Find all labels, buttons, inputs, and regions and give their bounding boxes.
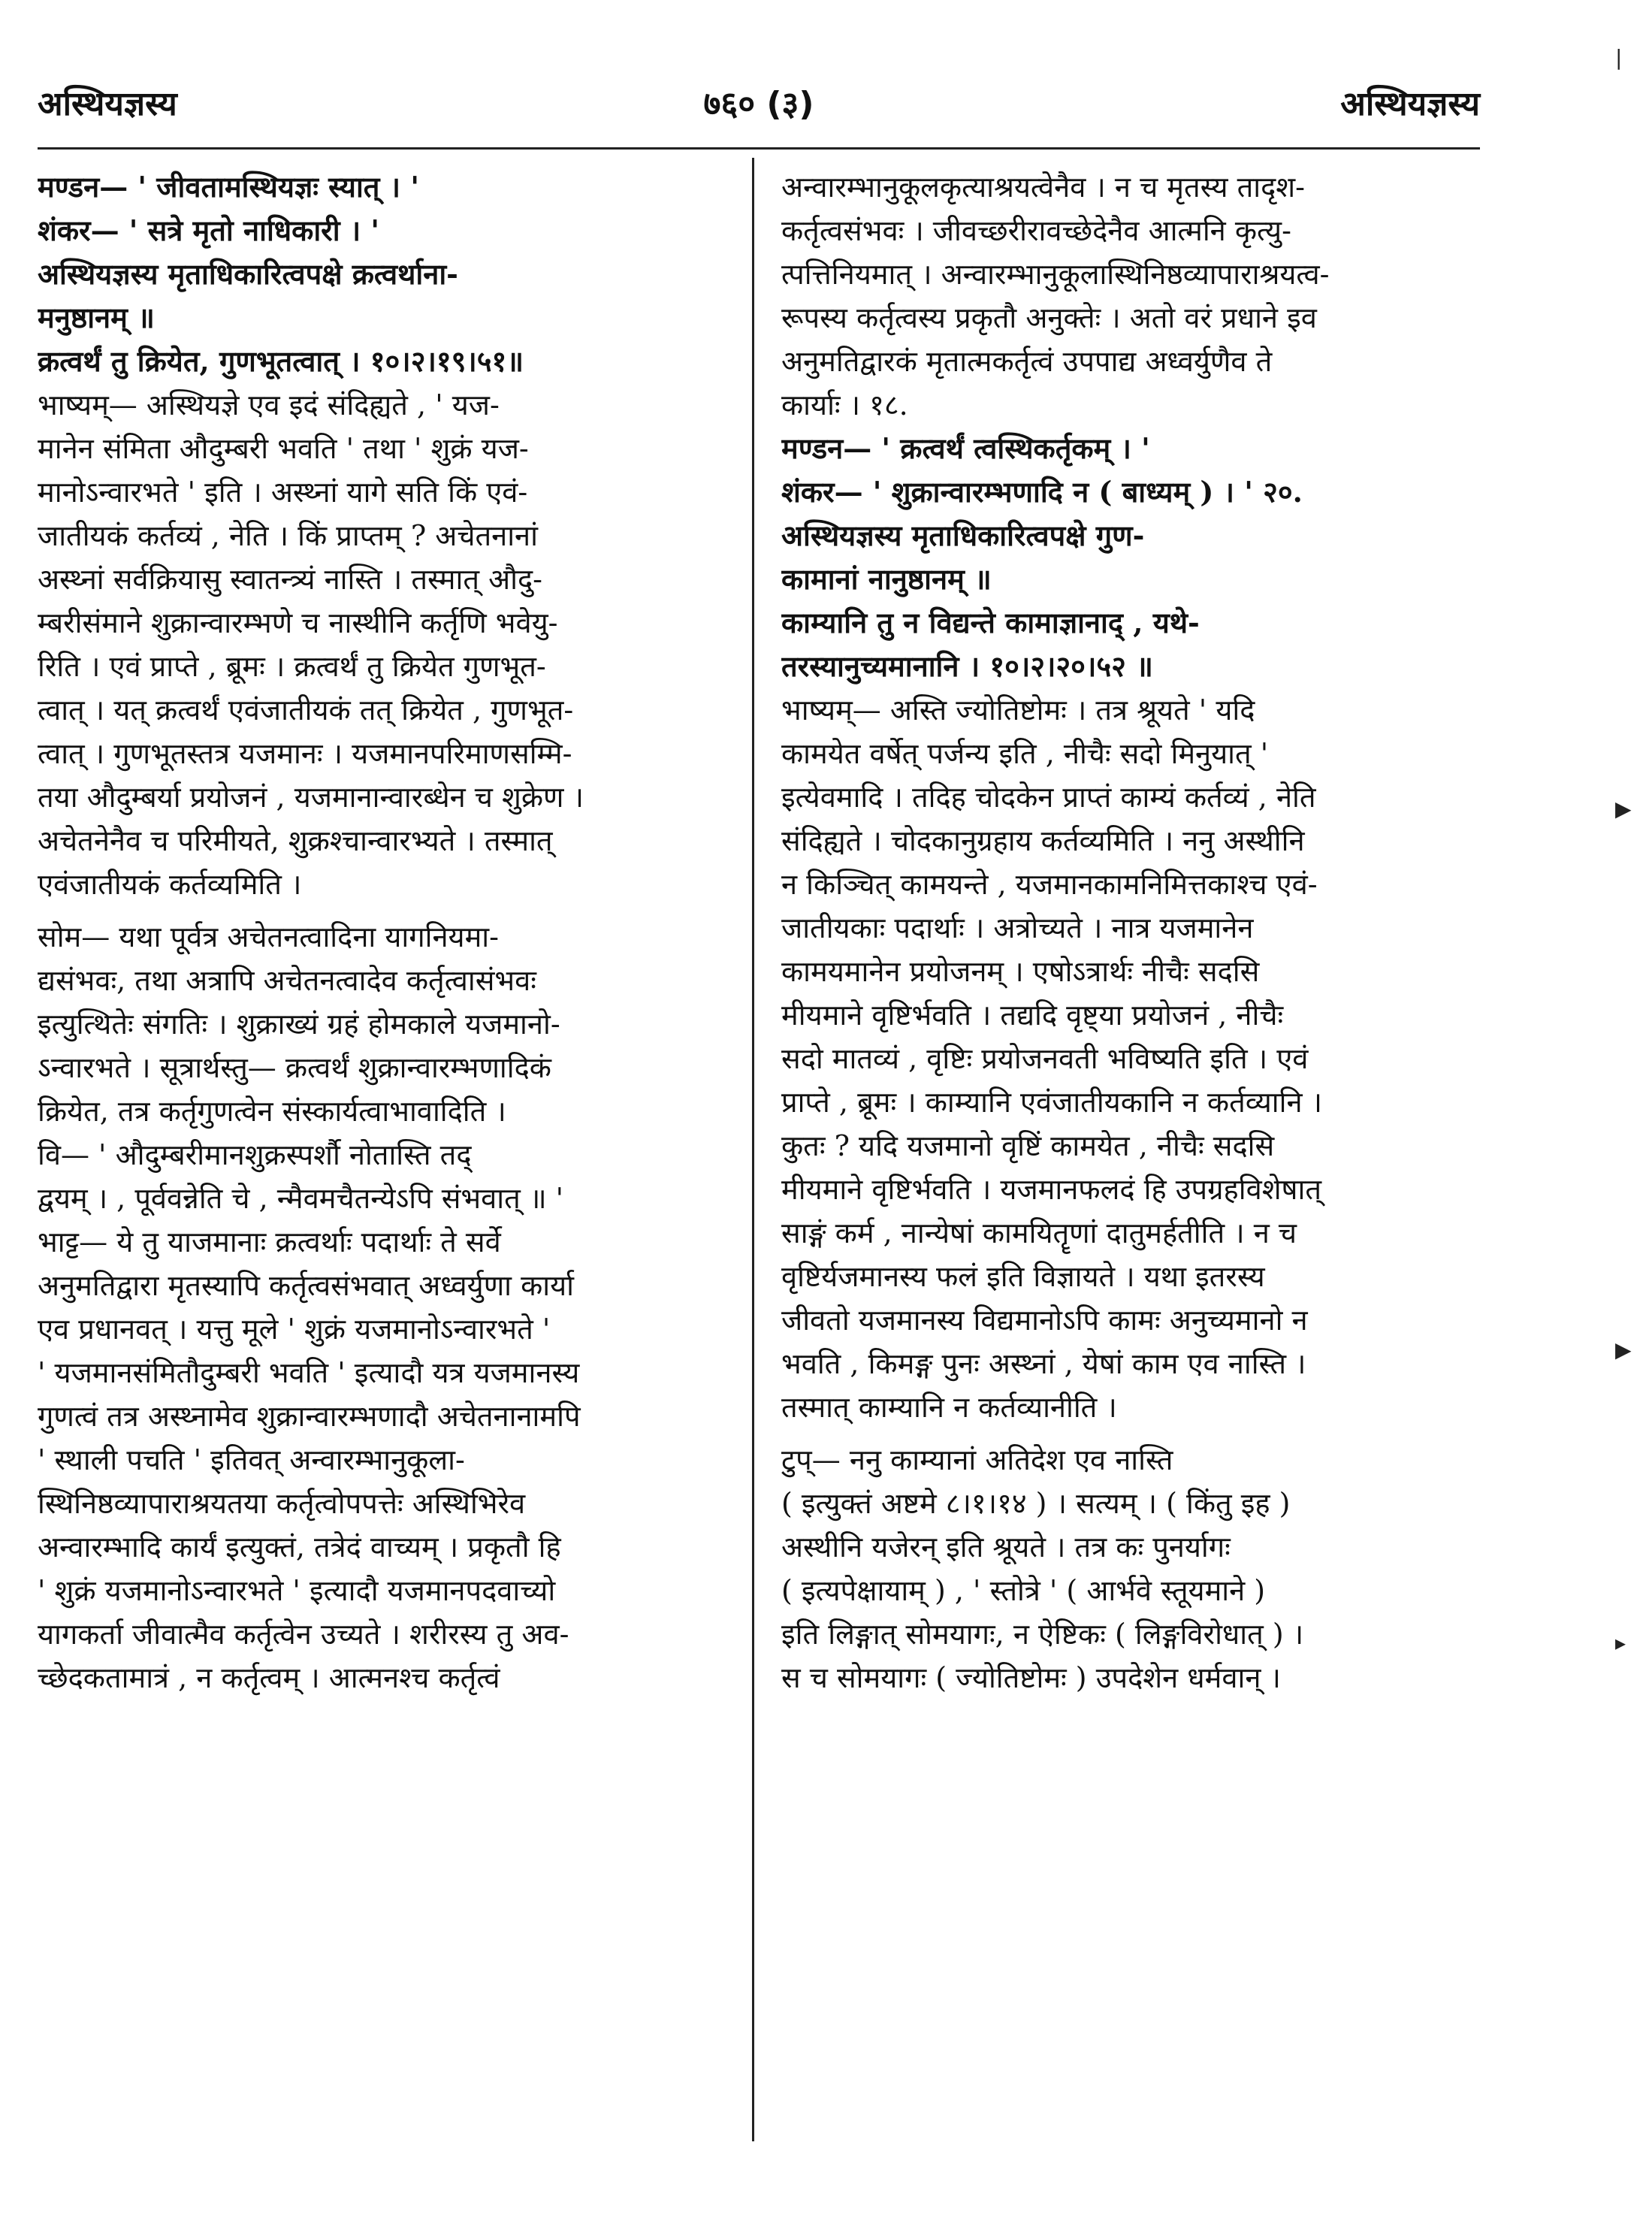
text-line: वि— ' औदुम्बरीमानशुक्रस्पर्शौ नोतास्ति तद् (38, 1138, 472, 1171)
column-divider (752, 158, 754, 2141)
text-line: शंकर— ' सत्रे मृतो नाधिकारी । ' (38, 213, 380, 247)
text-line: शंकर— ' शुक्रान्वारम्भणादि न ( बाध्यम् ) । ' २०. (781, 475, 1303, 509)
text-line: रूपस्य कर्तृत्वस्य प्रकृतौ अनुक्तेः । अतो वरं प्रधाने इव (781, 301, 1317, 334)
text-line: इत्युत्थितेः संगतिः । शुक्राख्यं ग्रहं होमकाले यजमानो- (38, 1008, 560, 1041)
text-line: जातीयकं कर्तव्यं , नेति । किं प्राप्तम् ? अचेतनानां (38, 519, 538, 552)
text-line: जातीयकाः पदार्थाः । अत्रोच्यते । नात्र यजमानेन (781, 911, 1254, 944)
text-line: ' स्थाली पचति ' इतिवत् अन्वारम्भानुकूला- (38, 1443, 465, 1476)
text-line: स्थिनिष्ठव्यापाराश्रयतया कर्तृत्वोपपत्तेः अस्थिभिरेव (38, 1487, 526, 1520)
text-line: तस्मात् काम्यानि न कर्तव्यानीति । (781, 1391, 1117, 1424)
text-line: स च सोमयागः ( ज्योतिष्टोमः ) उपदेशेन धर्मवान् । (781, 1661, 1281, 1694)
text-line: भाष्यम्— अस्ति ज्योतिष्टोमः । तत्र श्रूयते ' यदि (781, 693, 1255, 727)
text-line: च्छेदकतामात्रं , न कर्तृत्वम् । आत्मनश्च कर्तृत्वं (38, 1661, 500, 1694)
text-line: प्राप्ते , ब्रूमः । काम्यानि एवंजातीयकानि न कर्तव्यानि । (781, 1086, 1323, 1119)
scan-margin-mark: | (1615, 45, 1623, 70)
text-line: ( इत्यपेक्षायाम् ) , ' स्तोत्रे ' ( आर्भवे स्तूयमाने ) (781, 1574, 1266, 1607)
section-heading: अस्थियज्ञस्य मृताधिकारित्वपक्षे क्रत्वर्थाना- (38, 257, 458, 291)
text-line: अचेतनेनैव च परिमीयते, शुक्रश्चान्वारभ्यते । तस्मात् (38, 824, 553, 857)
text-line: म्बरीसंमाने शुक्रान्वारम्भणे च नास्थीनि कर्तृणि भवेयु- (38, 606, 558, 639)
section-heading: कामानां नानुष्ठानम् ॥ (781, 562, 992, 596)
page-number: ७६० (३) (703, 85, 814, 123)
sutra-line: काम्यानि तु न विद्यन्ते कामाज्ञानाद् , यथे- (781, 606, 1200, 639)
text-line: एवंजातीयकं कर्तव्यमिति । (38, 868, 302, 901)
text-line: तया औदुम्बर्या प्रयोजनं , यजमानान्वारब्धेन च शुक्रेण । (38, 781, 584, 814)
text-line: मीयमाने वृष्टिर्भवति । यजमानफलदं हि उपग्रहविशेषात् (781, 1173, 1322, 1206)
text-line: द्यसंभवः, तथा अत्रापि अचेतनत्वादेव कर्तृत्वासंभवः (38, 964, 536, 997)
text-line: भवति , किमङ्ग पुनः अस्थ्नां , येषां काम एव नास्ति । (781, 1347, 1306, 1380)
text-line: त्वात् । गुणभूतस्तत्र यजमानः । यजमानपरिमाणसम्मि- (38, 737, 572, 770)
text-line: कामयमानेन प्रयोजनम् । एषोऽत्रार्थः नीचैः सदसि (781, 955, 1260, 988)
text-line: अस्थ्नां सर्वक्रियासु स्वातन्त्र्यं नास्ति । तस्मात् औदु- (38, 563, 542, 596)
text-line: टुप्— ननु काम्यानां अतिदेश एव नास्ति (781, 1443, 1173, 1476)
text-line: संदिह्यते । चोदकानुग्रहाय कर्तव्यमिति । ननु अस्थीनि (781, 824, 1305, 857)
text-line: वृष्टिर्यजमानस्य फलं इति विज्ञायते । यथा इतरस्य (781, 1260, 1265, 1293)
text-line: भाष्यम्— अस्थियज्ञे एव इदं संदिह्यते , ' यज- (38, 388, 500, 422)
text-line: ( इत्युक्तं अष्टमे ८।१।१४ ) । सत्यम् । ( किंतु इह ) (781, 1487, 1291, 1520)
text-line: कामयेत वर्षेत् पर्जन्य इति , नीचैः सदो मिनुयात् ' (781, 737, 1269, 770)
text-line: एव प्रधानवत् । यत्तु मूले ' शुक्रं यजमानोऽन्वारभते ' (38, 1313, 551, 1346)
text-line: अस्थीनि यजेरन् इति श्रूयते । तत्र कः पुनर्यागः (781, 1530, 1231, 1564)
right-column (781, 165, 1469, 1700)
sutra-line: क्रत्वर्थं तु क्रियेत, गुणभूतत्वात् । १०।२।१९।५१॥ (38, 344, 524, 378)
text-line: यागकर्ता जीवात्मैव कर्तृत्वेन उच्यते । शरीरस्य तु अव- (38, 1618, 569, 1651)
text-line: साङ्गं कर्म , नान्येषां कामयितॄणां दातुमर्हतीति । न च (781, 1216, 1297, 1249)
text-line: इति लिङ्गात् सोमयागः, न ऐष्टिकः ( लिङ्गविरोधात् ) । (781, 1618, 1304, 1651)
text-line: मण्डन— ' क्रत्वर्थं त्वस्थिकर्तृकम् । ' (781, 431, 1150, 465)
text-line: मानेन संमिता औदुम्बरी भवति ' तथा ' शुक्रं यज- (38, 432, 529, 465)
text-line: अन्वारम्भादि कार्यं इत्युक्तं, तत्रेदं वाच्यम् । प्रकृतौ हि (38, 1530, 561, 1564)
scan-margin-mark: ▶ (1615, 1337, 1632, 1362)
text-line: त्पत्तिनियमात् । अन्वारम्भानुकूलास्थिनिष्ठव्यापाराश्रयत्व- (781, 258, 1330, 291)
header-right-title: अस्थियज्ञस्य (1340, 85, 1480, 123)
text-line: जीवतो यजमानस्य विद्यमानोऽपि कामः अनुच्यमानो न (781, 1304, 1308, 1337)
text-line: कुतः ? यदि यजमानो वृष्टिं कामयेत , नीचैः सदसि (781, 1129, 1275, 1162)
header-rule (38, 147, 1480, 150)
text-line: त्वात् । यत् क्रत्वर्थं एवंजातीयकं तत् क्रियेत , गुणभूत- (38, 693, 574, 727)
text-line: सदो मातव्यं , वृष्टिः प्रयोजनवती भविष्यति इति । एवं (781, 1042, 1309, 1075)
text-line: कार्याः । १८. (781, 388, 908, 422)
text-line: मीयमाने वृष्टिर्भवति । तद्यदि वृष्ट्या प्रयोजनं , नीचैः (781, 999, 1284, 1032)
section-heading: अस्थियज्ञस्य मृताधिकारित्वपक्षे गुण- (781, 518, 1145, 552)
text-line: ' यजमानसंमितौदुम्बरी भवति ' इत्यादौ यत्र यजमानस्य (38, 1356, 580, 1389)
text-line: भाट्ट— ये तु याजमानाः क्रत्वर्थाः पदार्थाः ते सर्वे (38, 1225, 501, 1259)
header-left-title: अस्थियज्ञस्य (38, 85, 177, 123)
sutra-line: तरस्यानुच्यमानानि । १०।२।२०।५२ ॥ (781, 649, 1153, 683)
text-line: न किञ्चित् कामयन्ते , यजमानकामनिमित्तकाश्च एवं- (781, 868, 1318, 901)
text-line: सोम— यथा पूर्वत्र अचेतनत्वादिना यागनियमा- (38, 920, 499, 953)
text-line: रिति । एवं प्राप्ते , ब्रूमः । क्रत्वर्थं तु क्रियेत गुणभूत- (38, 650, 546, 683)
running-header (38, 72, 1480, 132)
left-column (38, 165, 725, 1700)
text-line: क्रियेत, तत्र कर्तृगुणत्वेन संस्कार्यत्वाभावादिति । (38, 1095, 506, 1128)
text-line: मानोऽन्वारभते ' इति । अस्थ्नां यागे सति किं एवं- (38, 476, 528, 509)
text-line: मण्डन— ' जीवतामस्थियज्ञः स्यात् । ' (38, 170, 419, 204)
scan-margin-mark: ▶ (1615, 796, 1632, 821)
section-heading: मनुष्ठानम् ॥ (38, 301, 155, 334)
scan-margin-mark: ▸ (1615, 1630, 1626, 1655)
text-line: गुणत्वं तत्र अस्थ्नामेव शुक्रान्वारम्भणादौ अचेतनानामपि (38, 1400, 581, 1433)
text-line: अनुमतिद्वारा मृतस्यापि कर्तृत्वसंभवात् अध्वर्युणा कार्या (38, 1269, 575, 1302)
text-line: इत्येवमादि । तदिह चोदकेन प्राप्तं काम्यं कर्तव्यं , नेति (781, 781, 1316, 814)
text-line: अन्वारम्भानुकूलकृत्याश्रयत्वेनैव । न च मृतस्य तादृश- (781, 171, 1305, 204)
text-line: ऽन्वारभते । सूत्रार्थस्तु— क्रत्वर्थं शुक्रान्वारम्भणादिकं (38, 1051, 551, 1084)
text-line: द्वयम् । , पूर्ववन्नेति चे , न्मैवमचैतन्येऽपि संभवात् ॥ ' (38, 1182, 564, 1215)
text-line: अनुमतिद्वारकं मृतात्मकर्तृत्वं उपपाद्य अध्वर्युणैव ते (781, 345, 1273, 378)
text-line: कर्तृत्वसंभवः । जीवच्छरीरावच्छेदेनैव आत्मनि कृत्यु- (781, 214, 1291, 247)
text-line: ' शुक्रं यजमानोऽन्वारभते ' इत्यादौ यजमानपदवाच्यो (38, 1574, 556, 1607)
